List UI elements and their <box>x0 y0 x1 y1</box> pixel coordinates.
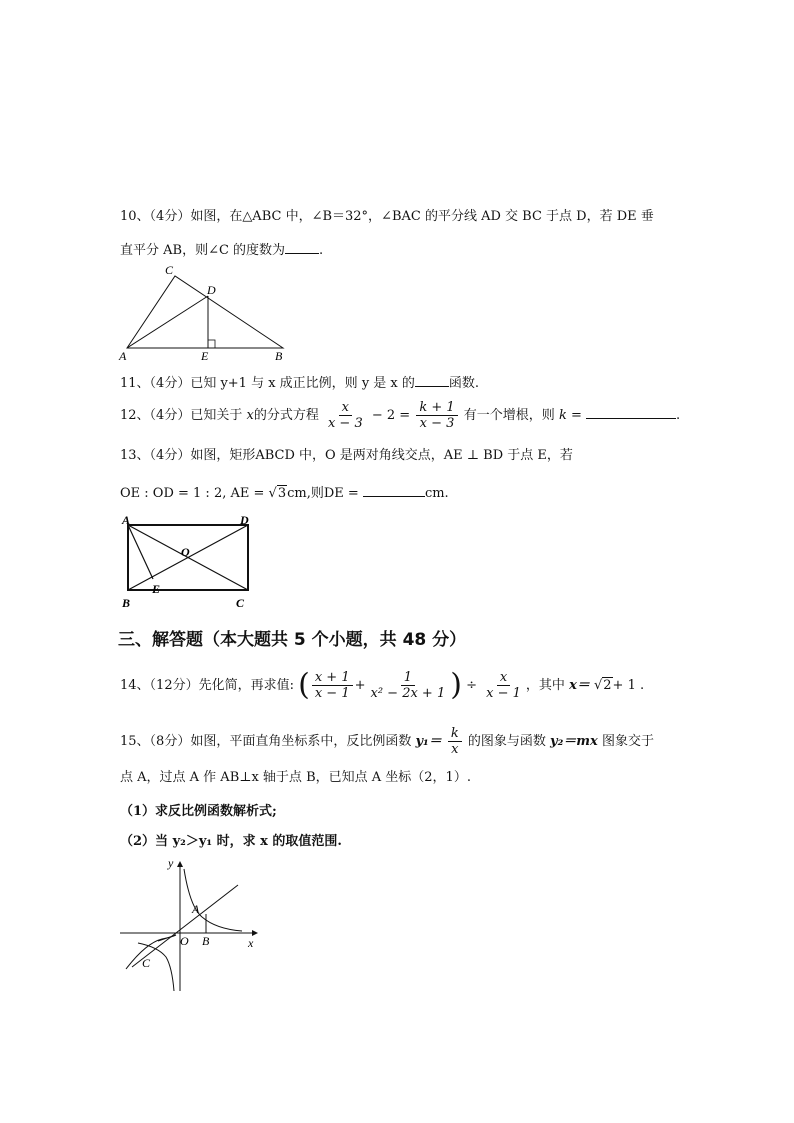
q15-line-2: 点 A，过点 A 作 AB⊥x 轴于点 B，已知点 A 坐标（2，1）. <box>120 770 471 785</box>
q11-line <box>120 372 479 394</box>
q12-minus-two: − 2 = <box>371 408 411 423</box>
q13-label-e: E <box>152 582 161 596</box>
q13-label-a: A <box>122 515 131 527</box>
q15-line-1 <box>120 722 654 762</box>
q12-prefix: 12、（4分）已知关于 <box>120 408 243 423</box>
q12-suffix: 有一个增根，则 <box>463 408 555 423</box>
q10-label-d: D <box>207 283 216 297</box>
q15-hyperbola-branch-2 <box>126 935 176 991</box>
q15-label-y: y <box>168 856 174 870</box>
q14-left-paren: ( <box>298 667 310 703</box>
q14-fraction-2 <box>368 670 449 701</box>
q14-f1-num: x + 1 <box>312 670 353 686</box>
q15-part-1: （1）求反比例函数解析式; <box>120 804 277 819</box>
q12-fraction-1 <box>325 400 366 431</box>
q12-frac2-num: k + 1 <box>416 400 457 416</box>
q13-line-2-a: OE : OD = 1 : 2, AE = <box>120 486 265 501</box>
q13-label-d: D <box>240 515 249 527</box>
q15-prefix: 15、（8分）如图，平面直角坐标系中，反比例函数 <box>120 734 412 749</box>
q15-frac-den: x <box>451 742 459 757</box>
q14-f1-den: x − 1 <box>314 686 350 701</box>
q14-f3-den: x − 1 <box>486 686 521 701</box>
q10-segment-ad <box>127 296 208 348</box>
q13-line-2 <box>120 482 449 504</box>
q14-plus: + <box>354 678 366 693</box>
q12-frac2-den: x − 3 <box>419 416 455 431</box>
q10-answer-blank[interactable] <box>285 239 319 254</box>
q10-label-b: B <box>275 349 283 363</box>
q12-end: . <box>676 408 681 423</box>
q15-mid: 的图象与函数 <box>467 734 546 749</box>
q10-triangle-abc <box>127 276 283 348</box>
section-3-title: 三、解答题（本大题共 5 个小题，共 48 分） <box>118 630 467 650</box>
q10-label-e: E <box>201 349 209 363</box>
q12-answer-blank[interactable] <box>586 404 676 419</box>
q15-suffix: 图象交于 <box>601 734 654 749</box>
q10-line-2-text: 直平分 AB，则∠C 的度数为 <box>120 243 286 258</box>
q10-right-angle-mark <box>208 340 215 348</box>
q15-label-o: O <box>180 934 189 948</box>
q12-mid: 的分式方程 <box>253 408 319 423</box>
q12-frac1-den: x − 3 <box>327 416 363 431</box>
q13-segment-ae <box>128 525 153 579</box>
q10-line-1: 10、（4分）如图，在△ABC 中，∠B＝32°，∠BAC 的平分线 AD 交 BC 于点 D，若 DE 垂 <box>120 209 654 224</box>
q12-var-x: x <box>246 408 254 423</box>
q14-tail: + 1 . <box>612 678 645 693</box>
q11-text-a: 11、（4分）已知 y+1 与 x 成正比例，则 y 是 x 的 <box>120 376 415 391</box>
q14-prefix: 14、（12分）先化简，再求值: <box>120 678 294 693</box>
q11-text-b: 函数. <box>448 376 480 391</box>
q15-hyperbola-branch-1 <box>184 869 242 931</box>
q14-f3-num: x <box>497 670 510 686</box>
q15-part-2: （2）当 y₂＞y₁ 时，求 x 的取值范围. <box>120 834 342 849</box>
q15-frac-num: k <box>448 726 462 742</box>
q13-label-o: O <box>181 545 190 559</box>
q14-f2-den: x² − 2x + 1 <box>370 686 446 701</box>
q15-fraction <box>448 726 462 757</box>
q15-label-c: C <box>142 956 151 970</box>
q14-sqrt-num: 2 <box>603 678 612 693</box>
q13-label-b: B <box>122 596 131 610</box>
q12-fraction-2 <box>416 400 457 431</box>
q13-rectangle-figure <box>118 515 263 615</box>
q10-label-a: A <box>119 349 127 363</box>
q13-answer-blank[interactable] <box>363 482 425 497</box>
q13-label-c: C <box>236 596 245 610</box>
q13-sqrt-num: 3 <box>277 486 287 501</box>
q14-right-paren: ) <box>450 667 462 703</box>
q15-line-y2 <box>132 885 238 967</box>
q15-y-axis-arrow <box>177 861 183 867</box>
q14-line <box>120 668 644 704</box>
q13-line-1: 13、（4分）如图，矩形ABCD 中，O 是两对角线交点，AE ⊥ BD 于点 E，若 <box>120 448 573 463</box>
q11-answer-blank[interactable] <box>415 372 449 387</box>
q15-y1: y₁＝ <box>415 734 442 749</box>
q10-line-2-end: . <box>319 243 324 258</box>
q14-mid: ，其中 <box>525 678 565 693</box>
q13-sqrt: √3 <box>268 486 287 501</box>
q15-y2: y₂＝mx <box>550 734 598 749</box>
q14-fraction-1 <box>312 670 353 701</box>
q14-x-eq: x＝ <box>569 678 590 693</box>
q13-line-2-end: cm. <box>424 486 449 501</box>
q12-frac1-num: x <box>339 400 352 416</box>
q14-f2-num: 1 <box>401 670 415 686</box>
q10-line-2 <box>120 239 323 261</box>
q15-label-a: A <box>192 902 200 916</box>
q12-k-eq: k = <box>558 408 582 423</box>
q10-label-c: C <box>165 263 174 277</box>
q15-label-x: x <box>248 936 254 950</box>
q15-coordinate-figure <box>118 855 263 995</box>
q12-line <box>120 400 680 432</box>
q14-fraction-3 <box>483 670 524 701</box>
q14-div: ÷ <box>466 678 477 693</box>
q10-triangle-figure <box>115 260 295 365</box>
q14-sqrt: √2 <box>593 678 612 693</box>
q13-line-2-b: cm,则DE = <box>287 486 359 501</box>
q15-label-b: B <box>202 934 210 948</box>
